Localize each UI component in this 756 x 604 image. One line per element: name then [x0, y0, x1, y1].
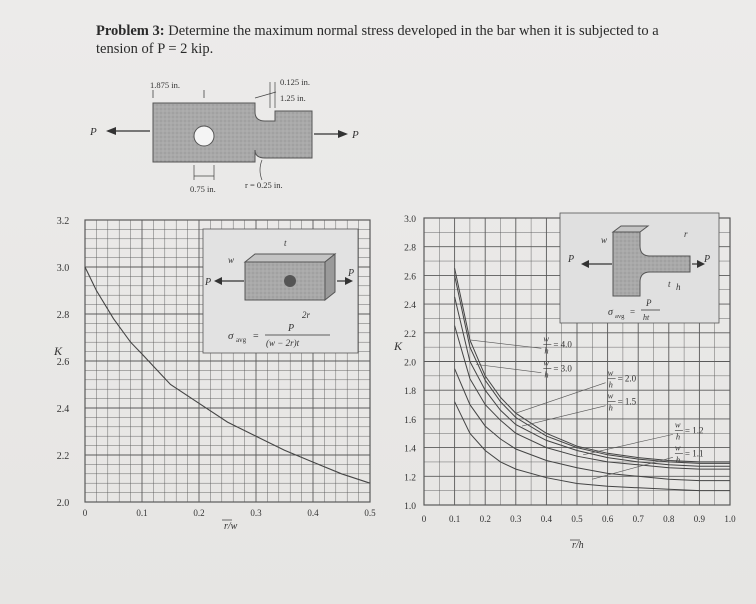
- c2-curve-label-den: h: [608, 402, 613, 413]
- c2-ytick: 2.4: [404, 301, 416, 312]
- c1-ytick: 3.0: [56, 263, 70, 274]
- c2-xtick: 0.5: [571, 514, 583, 524]
- c2-inset-avg: avg: [615, 313, 625, 320]
- dim-radius: r = 0.25 in.: [245, 180, 283, 190]
- c2-ytick: 2.6: [404, 272, 416, 283]
- c2-curve-label-num: w: [543, 357, 550, 368]
- c1-ytick: 2.4: [56, 404, 70, 415]
- c2-curve-label-value: = 3.0: [553, 363, 572, 374]
- c2-xtick: 0: [421, 514, 427, 524]
- c2-inset-h: h: [676, 282, 681, 292]
- c1-ytick: 3.2: [56, 216, 70, 227]
- c1-ylabel: K: [54, 344, 63, 358]
- c2-inset-w: w: [601, 235, 608, 245]
- load-label-right: P: [352, 129, 359, 141]
- c2-ytick: 2.8: [404, 243, 416, 254]
- c2-xtick: 0.6: [601, 514, 614, 524]
- c1-inset-P-left: P: [205, 277, 212, 288]
- c2-ytick: 1.4: [404, 444, 416, 455]
- c1-ytick: 2.6: [56, 357, 70, 368]
- c2-curve-leader: [522, 406, 606, 426]
- c2-curve-label-num: w: [607, 367, 614, 378]
- c2-inset-eq: =: [630, 307, 636, 317]
- c2-inset-t: t: [668, 279, 671, 289]
- c1-inset-den: (w − 2r)t: [266, 338, 300, 348]
- c2-curve-label-den: h: [544, 345, 549, 356]
- c1-inset-2r: 2r: [302, 310, 311, 320]
- c2-curve-label-num: w: [607, 390, 614, 401]
- c1-xlabel: r/w: [224, 521, 238, 532]
- c1-xtick: 0.1: [136, 508, 148, 518]
- c2-inset-sigma: σ: [608, 307, 613, 318]
- dim-125: 1.25 in.: [280, 93, 306, 103]
- c2-ytick: 3.0: [404, 215, 416, 225]
- c2-curve-label-value: = 1.5: [617, 396, 637, 407]
- c2-xtick: 0.1: [448, 514, 461, 524]
- c2-curve-label-num: w: [674, 419, 681, 430]
- c2-inset-P-left: P: [568, 254, 575, 265]
- c2-ytick: 1.8: [404, 387, 416, 398]
- c2-inset-diagram: [560, 213, 719, 323]
- c2-curve-label-den: h: [608, 379, 613, 390]
- problem-text-line2: tension of P = 2 kip.: [96, 41, 214, 57]
- c2-xtick: 1.0: [724, 514, 736, 524]
- c2-xtick: 0.8: [663, 514, 675, 524]
- load-label-left: P: [90, 126, 97, 138]
- c2-curve-leader: [476, 364, 541, 372]
- c1-xtick: 0.4: [307, 508, 319, 518]
- c1-inset-t: t: [284, 238, 287, 248]
- c2-xtick: 0.9: [693, 514, 706, 524]
- problem-number: Problem 3:: [96, 23, 165, 39]
- c1-inset-eq: =: [253, 331, 259, 342]
- c1-xtick: 0.3: [250, 508, 262, 518]
- c2-curve-leader: [583, 434, 673, 454]
- c2-ytick: 2.0: [404, 358, 416, 369]
- c2-xtick: 0.3: [510, 514, 522, 524]
- c2-inset-num: P: [646, 298, 652, 308]
- c2-curve-label-num: w: [674, 442, 681, 453]
- c1-inset-sigma: σ: [228, 330, 234, 342]
- c2-ytick: 1.0: [404, 502, 416, 512]
- c1-xtick: 0: [82, 508, 88, 518]
- problem-text-line1: Determine the maximum normal stress developed in the bar when it is subjected to a: [168, 23, 659, 39]
- c2-ytick: 1.6: [404, 415, 416, 426]
- c2-inset-P-right: P: [704, 254, 711, 265]
- c2-ylabel: K: [394, 339, 403, 353]
- c2-inset-den: ht: [643, 313, 650, 322]
- c2-curve-label-num: w: [543, 333, 550, 344]
- c2-xtick: 0.4: [540, 514, 553, 524]
- c2-curve-label-den: h: [675, 454, 681, 465]
- c1-xtick: 0.5: [364, 508, 376, 518]
- c2-xtick: 0.7: [632, 514, 644, 524]
- dim-075: 0.75 in.: [190, 184, 216, 194]
- c1-ytick: 2.0: [56, 498, 70, 509]
- c2-ytick: 2.2: [404, 329, 416, 340]
- c2-curve-label-den: h: [544, 369, 549, 380]
- c1-ytick: 2.2: [56, 451, 70, 462]
- c2-curve-label-value: = 1.2: [684, 425, 704, 436]
- c2-inset-r: r: [684, 229, 688, 239]
- c1-ytick: 2.8: [56, 310, 70, 321]
- dim-1875: 1.875 in.: [150, 80, 180, 90]
- c1-inset-avg: avg: [236, 336, 247, 344]
- c1-inset-w: w: [228, 255, 235, 265]
- dim-0125: 0.125 in.: [280, 77, 310, 87]
- c2-curve-label-den: h: [675, 431, 681, 442]
- c2-ytick: 1.2: [404, 473, 416, 484]
- c2-curve-label-value: = 4.0: [553, 339, 572, 350]
- c2-xtick: 0.2: [479, 514, 491, 524]
- c2-curve-label-value: = 2.0: [617, 373, 637, 384]
- c2-xlabel: r/h: [572, 540, 584, 551]
- c2-curve-label-value: = 1.1: [684, 448, 704, 459]
- c1-xtick: 0.2: [193, 508, 205, 518]
- c1-inset-P-right: P: [348, 268, 355, 279]
- c1-inset-num: P: [288, 323, 295, 334]
